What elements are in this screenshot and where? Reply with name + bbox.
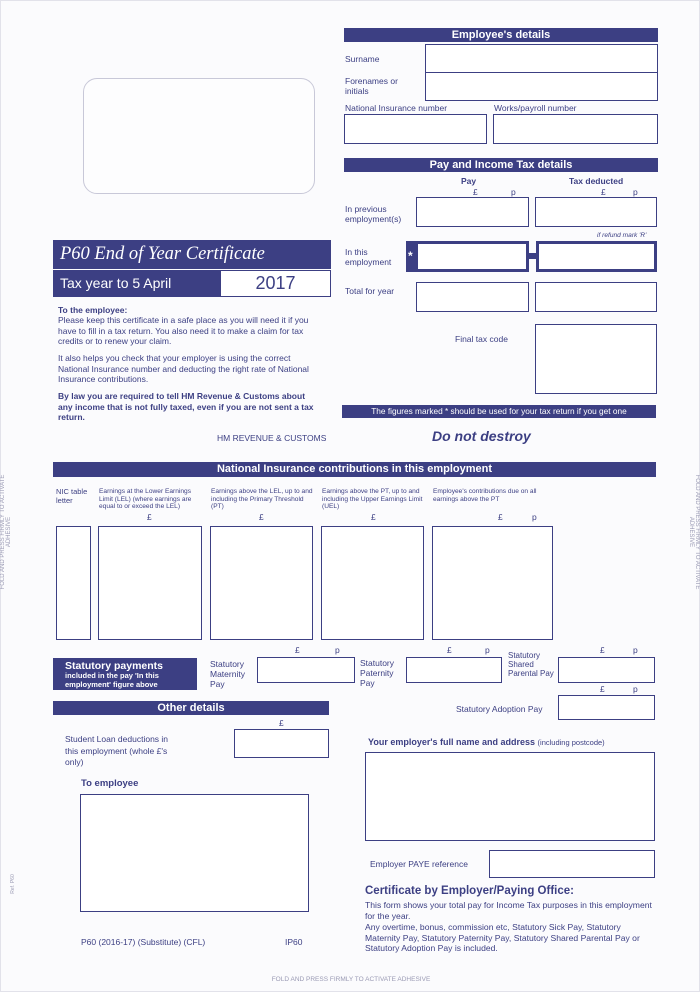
spp-field[interactable]: [406, 657, 502, 683]
total-tax-field[interactable]: [535, 282, 657, 312]
nic-letter-field[interactable]: [56, 526, 91, 640]
statutory-payments-subtitle: included in the pay 'In this employment' figure above: [65, 671, 159, 689]
sap-pence: p: [633, 684, 638, 694]
employer-name-field[interactable]: [365, 752, 655, 841]
smp-pound: £: [295, 645, 300, 655]
shpp-pound: £: [600, 645, 605, 655]
sap-pound: £: [600, 684, 605, 694]
spp-pence: p: [485, 645, 490, 655]
employer-name-title: Your employer's full name and address: [368, 737, 536, 747]
pay-tax-header: Pay and Income Tax details: [344, 158, 658, 172]
surname-field[interactable]: [425, 44, 658, 73]
nic-contrib-field[interactable]: [432, 526, 553, 640]
this-employment-label: In this employment: [345, 247, 392, 267]
nic-uel-label: Earnings above the PT, up to and including the Upper Earnings Limit (UEL): [322, 488, 423, 511]
certificate-employer-p2: Any overtime, bonus, commission etc, Statutory Sick Pay, Statutory Maternity Pay, Statutory Paternity Pay, Statutory Shared Parental Pay or Statutory Adoption Pay is included.: [365, 922, 640, 953]
hmrc-label: HM REVENUE & CUSTOMS: [217, 433, 327, 443]
nic-lel-label: Earnings at the Lower Earnings Limit (LEL) (where earnings are equal to or exceed the LEL): [99, 488, 192, 511]
sap-label: Statutory Adoption Pay: [456, 704, 543, 714]
nic-contrib-label: Employee's contributions due on all earnings above the PT: [433, 488, 537, 503]
nic-pt-pound: £: [259, 512, 264, 522]
employer-name-hint: (including postcode): [537, 738, 605, 747]
left-fold-text: FOLD AND PRESS FIRMLY TO ACTIVATE ADHESIVE: [0, 474, 12, 590]
this-pay-field[interactable]: [406, 241, 529, 272]
final-tax-code-label: Final tax code: [455, 334, 508, 344]
do-not-destroy-label: Do not destroy: [432, 428, 531, 444]
nic-uel-pound: £: [371, 512, 376, 522]
nic-pt-label: Earnings above the LEL, up to and including the Primary Threshold (PT): [211, 488, 313, 511]
statutory-payments-block: [53, 658, 197, 690]
refund-mark-label: if refund mark 'R': [597, 232, 647, 239]
to-employee-label: To employee: [81, 778, 139, 789]
other-details-header: Other details: [53, 701, 329, 715]
smp-label: Statutory Maternity Pay: [210, 659, 245, 689]
previous-pay-field[interactable]: [416, 197, 529, 227]
spp-label: Statutory Paternity Pay: [360, 658, 395, 688]
by-law-paragraph: By law you are required to tell HM Revenue & Customs about any income that is not fully taxed, even if you are not sent a tax return.: [58, 391, 314, 422]
keep-certificate-paragraph: Please keep this certificate in a safe place as you will need it if you have to fill in a tax return. You also need it to make a claim for tax credits or to renew your claim.: [58, 315, 309, 346]
smp-pence: p: [335, 645, 340, 655]
total-year-label: Total for year: [345, 286, 395, 296]
right-fold-text: FOLD AND PRESS FIRMLY TO ACTIVATE ADHESIVE: [688, 474, 700, 590]
previous-tax-field[interactable]: [535, 197, 657, 227]
certificate-title: P60 End of Year Certificate: [53, 240, 331, 269]
tax-column-label: Tax deducted: [569, 176, 624, 186]
works-number-field[interactable]: [493, 114, 658, 144]
nic-pt-field[interactable]: [210, 526, 313, 640]
nic-uel-field[interactable]: [321, 526, 424, 640]
paye-reference-label: Employer PAYE reference: [370, 859, 468, 869]
ni-number-label: National Insurance number: [345, 103, 448, 113]
pay-pence-label: p: [511, 187, 516, 197]
nic-lel-field[interactable]: [98, 526, 202, 640]
employer-name-label: [368, 737, 605, 747]
employee-details-header: Employee's details: [344, 28, 658, 42]
tax-pound-label: £: [601, 187, 606, 197]
previous-employment-label: In previous employment(s): [345, 204, 402, 224]
this-pay-star: *: [408, 249, 413, 263]
forenames-label: Forenames or initials: [345, 76, 398, 96]
ni-number-field[interactable]: [344, 114, 487, 144]
form-code-label: P60 (2016-17) (Substitute) (CFL): [81, 937, 206, 947]
check-employer-paragraph: It also helps you check that your employer is using the correct National Insurance number and deducting the right rate of National Insurance contributions.: [58, 353, 309, 384]
paye-reference-field[interactable]: [489, 850, 655, 878]
spp-pound: £: [447, 645, 452, 655]
ip60-label: IP60: [285, 937, 303, 947]
bottom-fold-text: FOLD AND PRESS FIRMLY TO ACTIVATE ADHESIVE: [271, 976, 431, 983]
statutory-payments-title: Statutory payments: [65, 660, 164, 672]
nic-header: National Insurance contributions in this employment: [53, 462, 656, 477]
figures-marked-note: The figures marked * should be used for your tax return if you get one: [342, 405, 656, 418]
nic-contrib-pence: p: [532, 512, 537, 522]
ref-text: Ref. P60: [10, 874, 16, 894]
nic-lel-pound: £: [147, 512, 152, 522]
final-tax-code-field[interactable]: [535, 324, 657, 394]
student-loan-label: Student Loan deductions in this employment (whole £'s only): [65, 734, 169, 767]
surname-label: Surname: [345, 54, 380, 64]
nic-contrib-pound: £: [498, 512, 503, 522]
to-employee-address-box: [80, 794, 309, 912]
certificate-employer-heading: Certificate by Employer/Paying Office:: [365, 885, 574, 897]
shpp-field[interactable]: [558, 657, 655, 683]
student-loan-field[interactable]: [234, 729, 329, 758]
student-loan-pound: £: [279, 718, 284, 728]
smp-field[interactable]: [257, 657, 355, 683]
address-window: [83, 78, 315, 194]
works-number-label: Works/payroll number: [494, 103, 577, 113]
to-employee-heading: To the employee:: [58, 305, 128, 315]
pay-pound-label: £: [473, 187, 478, 197]
pay-column-label: Pay: [461, 176, 477, 186]
nic-letter-label: NIC table letter: [56, 487, 88, 505]
certificate-employer-p1: This form shows your total pay for Income Tax purposes in this employment for the year.: [365, 900, 652, 921]
forenames-field[interactable]: [425, 73, 658, 101]
total-pay-field[interactable]: [416, 282, 529, 312]
tax-year-value: 2017: [220, 270, 331, 297]
tax-year-label: Tax year to 5 April: [53, 270, 221, 297]
shpp-label: Statutory Shared Parental Pay: [508, 651, 554, 678]
tax-pence-label: p: [633, 187, 638, 197]
shpp-pence: p: [633, 645, 638, 655]
sap-field[interactable]: [558, 695, 655, 720]
this-tax-field[interactable]: [536, 241, 657, 272]
